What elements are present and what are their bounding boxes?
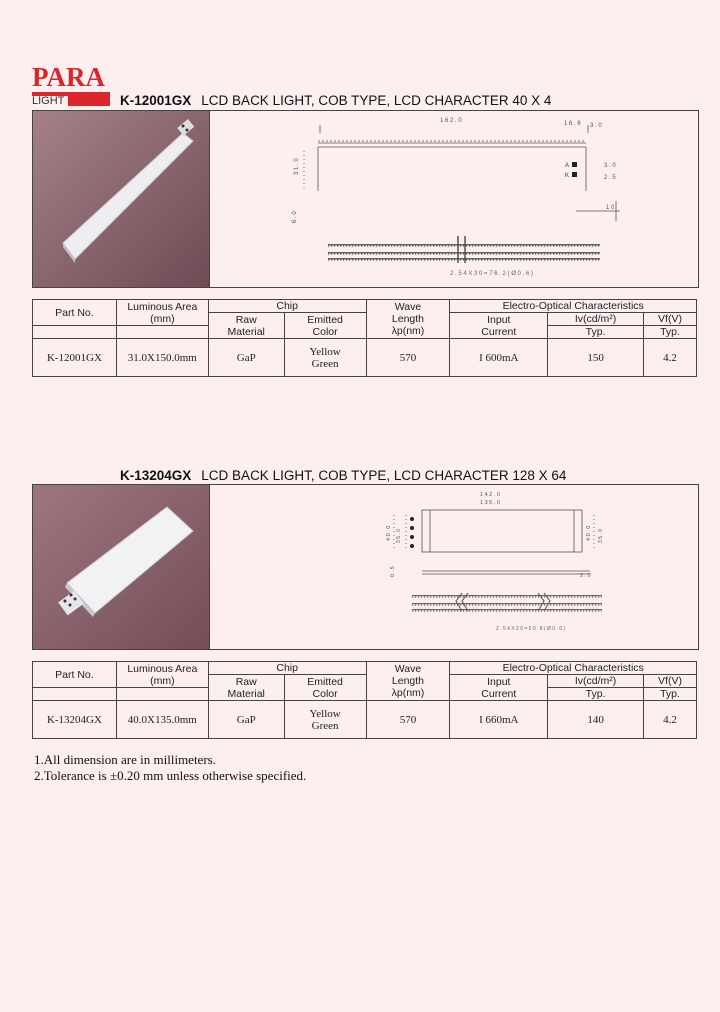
spec-table-1 bbox=[32, 299, 697, 377]
svg-text:2 . 0: 2 . 0 bbox=[580, 573, 591, 579]
product-1-pitch-label: 2 . 5 4 X 3 0 = 7 6 . 2 ( Ø 0 . 6 ) bbox=[450, 271, 533, 277]
svg-text:K: K bbox=[565, 173, 570, 179]
header-chip: Chip bbox=[208, 300, 366, 313]
header-vf-typ: Typ. bbox=[644, 688, 697, 701]
note-2: 2.Tolerance is ±0.20 mm unless otherwise specified. bbox=[34, 768, 307, 783]
header-part-no-spacer bbox=[33, 688, 117, 701]
notes bbox=[34, 752, 306, 784]
product-1-terminal-k bbox=[572, 172, 577, 177]
product-2-title bbox=[120, 468, 566, 484]
svg-text:3 . 0: 3 . 0 bbox=[604, 163, 616, 169]
header-iv: Iv(cd/m²) bbox=[548, 675, 644, 688]
product-1-figure bbox=[32, 110, 699, 288]
row-wave-length: 570 bbox=[366, 701, 450, 739]
product-2-pitch-label: 2 . 5 4 X 2 0 = 5 0 . 8 ( Ø 0 . 6 ) bbox=[496, 626, 566, 632]
header-chip: Chip bbox=[208, 662, 366, 675]
row-emitted-color: Yellow Green bbox=[284, 701, 366, 739]
row-vf: 4.2 bbox=[644, 701, 697, 739]
header-wave-length: Wave Length λp(nm) bbox=[366, 662, 450, 701]
header-luminous-area: Luminous Area (mm) bbox=[116, 662, 208, 688]
logo-red-block bbox=[68, 96, 110, 106]
svg-text:3 5 . 0: 3 5 . 0 bbox=[598, 529, 604, 543]
svg-text:1 6 . 6: 1 6 . 6 bbox=[564, 121, 581, 127]
header-part-no: Part No. bbox=[33, 662, 117, 688]
row-wave-length: 570 bbox=[366, 339, 450, 377]
header-vf: Vf(V) bbox=[644, 675, 697, 688]
svg-text:0 . 5: 0 . 5 bbox=[390, 566, 396, 577]
row-input-current: I 660mA bbox=[450, 701, 548, 739]
header-part-no: Part No. bbox=[33, 300, 117, 326]
product-1-title bbox=[120, 93, 551, 109]
product-2-photo bbox=[33, 485, 210, 649]
note-1: 1.All dimension are in millimeters. bbox=[34, 752, 216, 767]
product-1-description: LCD BACK LIGHT, COB TYPE, LCD CHARACTER 40 X 4 bbox=[201, 93, 552, 108]
header-electro-optical: Electro-Optical Characteristics bbox=[450, 662, 697, 675]
svg-text:3 1 . 0: 3 1 . 0 bbox=[294, 158, 300, 175]
svg-text:4 0 . 0: 4 0 . 0 bbox=[386, 525, 392, 541]
product-1-overall-length-label: 1 6 2 . 0 bbox=[440, 118, 462, 124]
header-iv: Iv(cd/m²) bbox=[548, 313, 644, 326]
logo-para-text: PARA bbox=[32, 62, 105, 92]
product-1-drawing-svg bbox=[210, 111, 698, 287]
product-2-drawing-svg bbox=[210, 485, 698, 649]
header-input-current: Input Current bbox=[450, 313, 548, 339]
header-electro-optical: Electro-Optical Characteristics bbox=[450, 300, 697, 313]
logo-light-text: LIGHT bbox=[32, 95, 65, 107]
svg-text:A: A bbox=[565, 163, 570, 169]
svg-text:2 . 5: 2 . 5 bbox=[604, 175, 616, 181]
product-2-inner-length-label: 1 3 5 . 0 bbox=[480, 500, 500, 506]
header-part-no-spacer bbox=[33, 326, 117, 339]
svg-text:3 . 0: 3 . 0 bbox=[590, 123, 602, 129]
row-raw-material: GaP bbox=[208, 339, 284, 377]
row-luminous-area: 40.0X135.0mm bbox=[116, 701, 208, 739]
product-2-description: LCD BACK LIGHT, COB TYPE, LCD CHARACTER 128 X 64 bbox=[201, 468, 567, 483]
product-2-backlight-image bbox=[33, 485, 209, 649]
spec-table-2 bbox=[32, 661, 697, 739]
product-1-photo bbox=[33, 111, 210, 287]
header-raw-material: Raw Material bbox=[208, 313, 284, 339]
header-luminous-area: Luminous Area (mm) bbox=[116, 300, 208, 326]
header-vf: Vf(V) bbox=[644, 313, 697, 326]
header-emitted-color: Emitted Color bbox=[284, 675, 366, 701]
header-wave-length: Wave Length λp(nm) bbox=[366, 300, 450, 339]
row-iv: 150 bbox=[548, 339, 644, 377]
row-iv: 140 bbox=[548, 701, 644, 739]
para-light-logo bbox=[32, 62, 112, 108]
table-row bbox=[33, 701, 697, 739]
product-2-pin-rows bbox=[412, 595, 602, 610]
header-emitted-color: Emitted Color bbox=[284, 313, 366, 339]
product-1-part-number: K-12001GX bbox=[120, 93, 192, 108]
product-1-terminal-a bbox=[572, 162, 577, 167]
product-2-figure bbox=[32, 484, 699, 650]
svg-text:1 0: 1 0 bbox=[606, 205, 615, 211]
header-input-current: Input Current bbox=[450, 675, 548, 701]
row-vf: 4.2 bbox=[644, 339, 697, 377]
header-iv-typ: Typ. bbox=[548, 688, 644, 701]
product-2-dimension-drawing bbox=[210, 485, 698, 649]
header-area-spacer bbox=[116, 688, 208, 701]
header-vf-typ: Typ. bbox=[644, 326, 697, 339]
product-2-part-number: K-13204GX bbox=[120, 468, 192, 483]
row-emitted-color: Yellow Green bbox=[284, 339, 366, 377]
header-area-spacer bbox=[116, 326, 208, 339]
row-part-no: K-13204GX bbox=[33, 701, 117, 739]
header-raw-material: Raw Material bbox=[208, 675, 284, 701]
svg-text:6 . 0: 6 . 0 bbox=[292, 211, 298, 223]
svg-text:4 0 . 0: 4 0 . 0 bbox=[586, 525, 592, 541]
row-part-no: K-12001GX bbox=[33, 339, 117, 377]
product-1-dimension-drawing bbox=[210, 111, 698, 287]
row-input-current: I 600mA bbox=[450, 339, 548, 377]
row-luminous-area: 31.0X150.0mm bbox=[116, 339, 208, 377]
row-raw-material: GaP bbox=[208, 701, 284, 739]
product-2-overall-length-label: 1 4 2 . 0 bbox=[480, 492, 500, 498]
svg-text:3 5 . 0: 3 5 . 0 bbox=[396, 529, 402, 543]
product-1-backlight-image bbox=[33, 111, 209, 287]
table-row bbox=[33, 339, 697, 377]
header-iv-typ: Typ. bbox=[548, 326, 644, 339]
